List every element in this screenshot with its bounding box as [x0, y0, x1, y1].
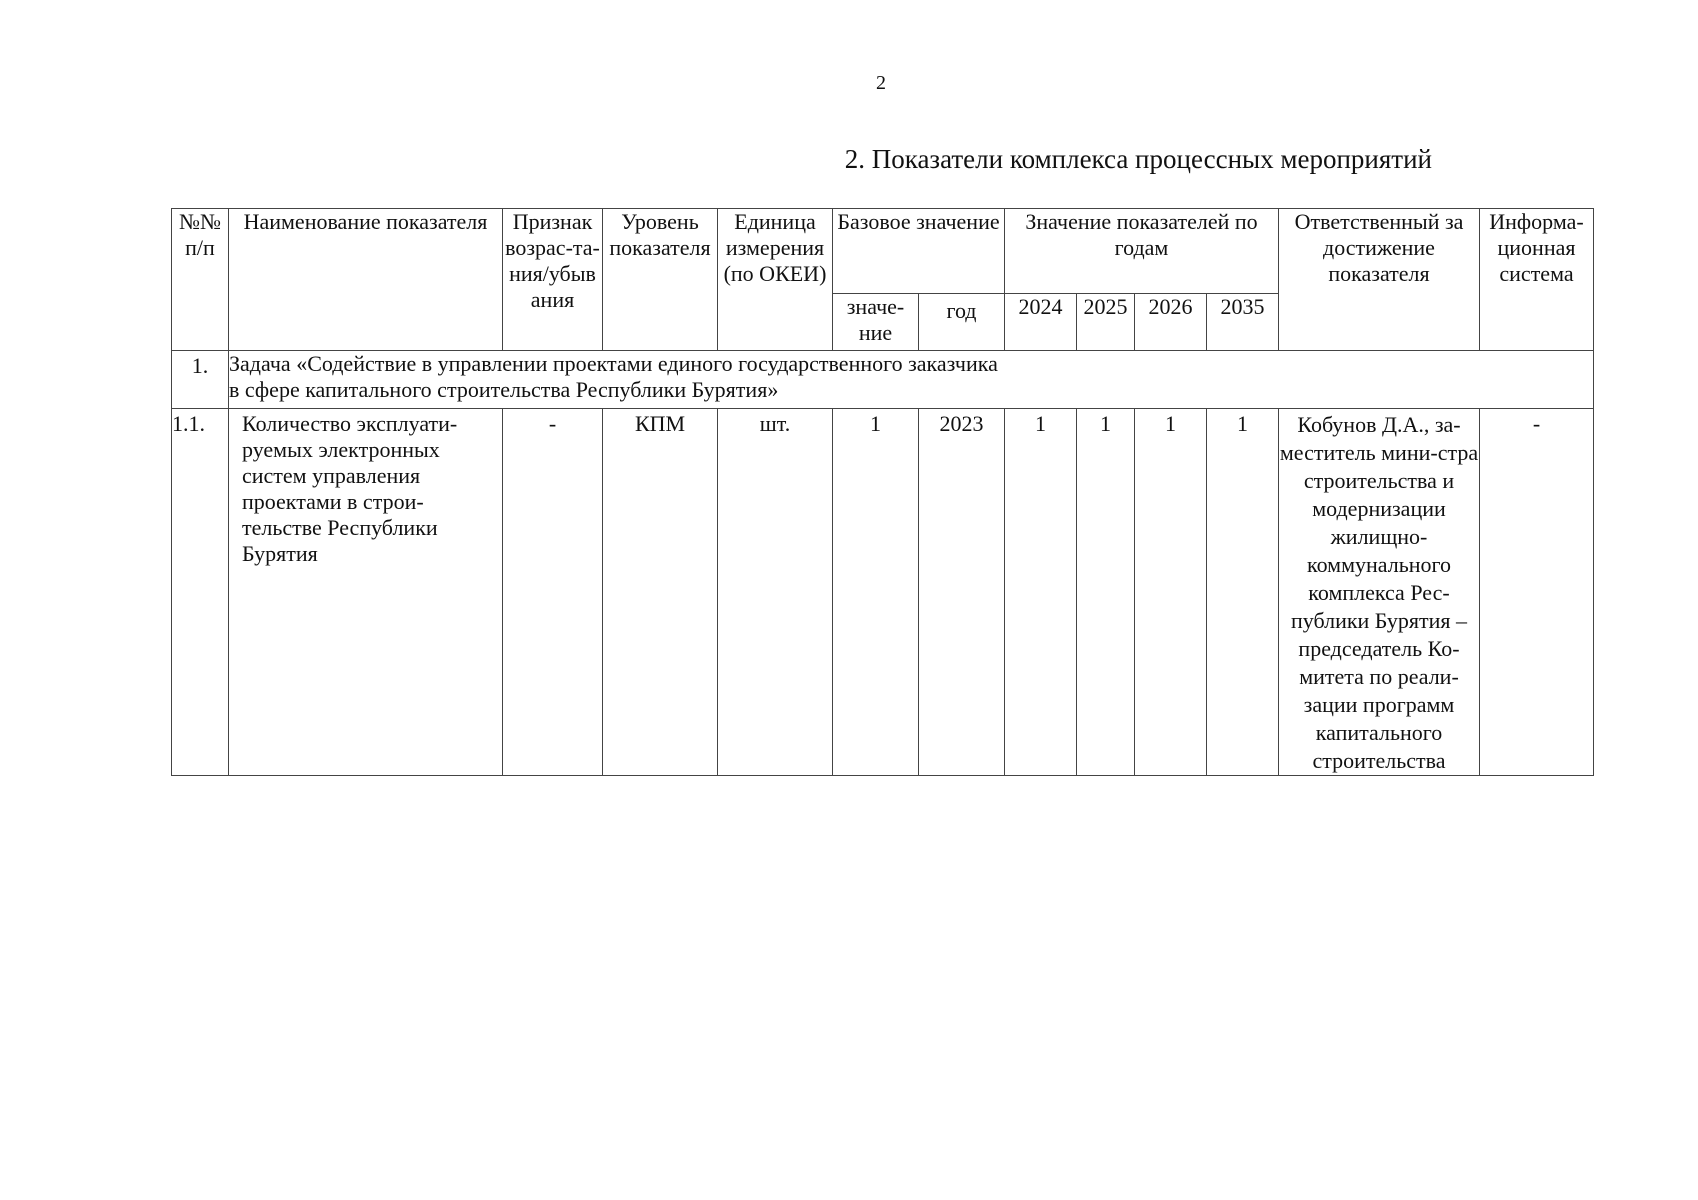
- header-year-2025: 2025: [1077, 294, 1135, 351]
- task-text-line2: в сфере капитального строительства Республики Бурятия»: [229, 377, 779, 402]
- page-number: 2: [876, 72, 886, 94]
- row-responsible: Кобунов Д.А., за-меститель мини-стра строительства и модернизации жилищно-коммунального комплекса Рес-публики Бурятия – председатель Ко-митета по реали-зации программ капитального строительства: [1279, 409, 1480, 776]
- task-text: [229, 351, 1594, 409]
- header-year-2024: 2024: [1005, 294, 1077, 351]
- row-num: 1.1.: [172, 409, 229, 776]
- row-value-2026: 1: [1135, 409, 1207, 776]
- row-value-2035: 1: [1207, 409, 1279, 776]
- header-base-value: значе-ние: [833, 294, 919, 351]
- header-base: Базовое значение: [833, 209, 1005, 294]
- row-trend: -: [503, 409, 603, 776]
- row-name: Количество эксплуати-руемых электронных систем управления проектами в строи-тельстве Республики Бурятия: [229, 409, 503, 776]
- row-base-value: 1: [833, 409, 919, 776]
- row-value-2024: 1: [1005, 409, 1077, 776]
- header-responsible: Ответственный за достижение показателя: [1279, 209, 1480, 351]
- task-text-line1: Задача «Содействие в управлении проектами единого государственного заказчика: [229, 351, 998, 376]
- indicators-table: [171, 208, 1594, 776]
- header-info-system: Информа-ционная система: [1480, 209, 1594, 351]
- task-num: 1.: [172, 351, 229, 409]
- header-year-2035: 2035: [1207, 294, 1279, 351]
- row-base-year: 2023: [919, 409, 1005, 776]
- header-trend: Признак возрас-та-ния/убыв ания: [503, 209, 603, 351]
- header-num: №№ п/п: [172, 209, 229, 351]
- row-unit: шт.: [718, 409, 833, 776]
- header-name: Наименование показателя: [229, 209, 503, 351]
- section-title: 2. Показатели комплекса процессных мероприятий: [844, 144, 1432, 174]
- row-level: КПМ: [603, 409, 718, 776]
- row-value-2025: 1: [1077, 409, 1135, 776]
- header-year-2026: 2026: [1135, 294, 1207, 351]
- header-values: Значение показателей по годам: [1005, 209, 1279, 294]
- table-row: [172, 409, 1594, 776]
- header-base-year: год: [919, 294, 1005, 351]
- row-info-system: -: [1480, 409, 1594, 776]
- header-level: Уровень показателя: [603, 209, 718, 351]
- task-row: [172, 351, 1594, 409]
- header-unit: Единица измерения (по ОКЕИ): [718, 209, 833, 351]
